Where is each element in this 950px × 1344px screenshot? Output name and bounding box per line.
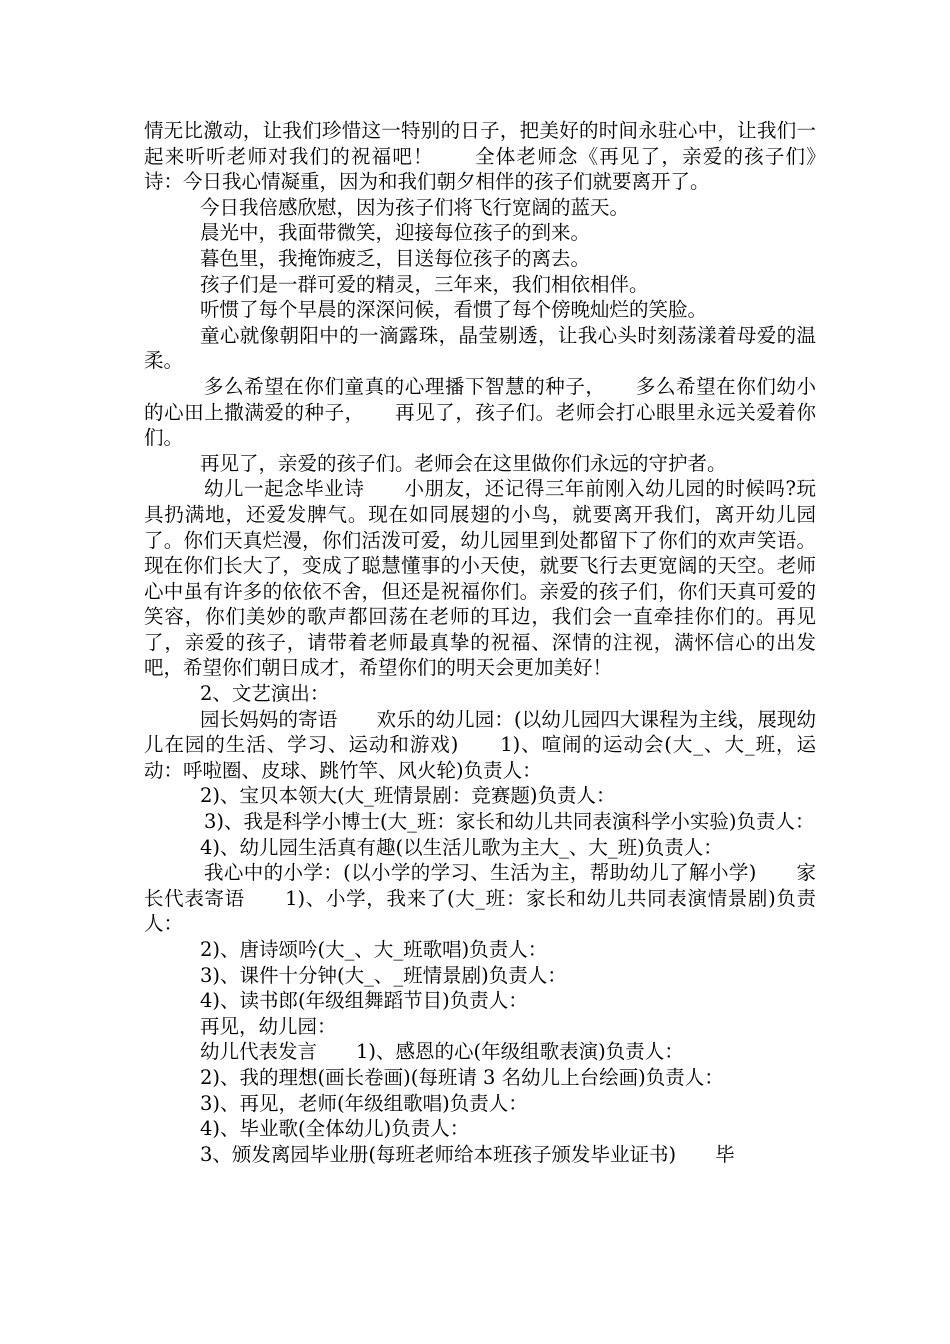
subsection-heading-goodbye: 再见，幼儿园：: [200, 1014, 337, 1038]
list-item: 4)、毕业歌(全体幼儿)负责人：: [200, 1117, 470, 1141]
paragraph-3: 晨光中，我面带微笑，迎接每位孩子的到来。: [200, 221, 591, 245]
document-page: [144, 118, 856, 1167]
paragraph-16: 我心中的小学：(以小学的学习、生活为主，帮助幼儿了解小学) 家长代表寄语 1)、小学，我来了(大_班：家长和幼儿共同表演情景剧)负责人：: [144, 861, 816, 936]
paragraph-9: 再见了，亲爱的孩子们。老师会在这里做你们永远的守护者。: [200, 451, 727, 475]
section-heading-performance: 2、文艺演出：: [200, 682, 330, 706]
paragraph-8: 多么希望在你们童真的心理播下智慧的种子， 多么希望在你们幼小的心田上撒满爱的种子， 再见了，孩子们。老师会打心眼里永远关爱着你们。: [144, 374, 816, 450]
section-heading-graduation-book: 3、颁发离园毕业册(每班老师给本班孩子颁发毕业证书) 毕: [200, 1142, 735, 1166]
list-item: 2)、唐诗颂吟(大_、大_班歌唱)负责人：: [200, 938, 548, 961]
paragraph-12: 园长妈妈的寄语 欢乐的幼儿园：(以幼儿园四大课程为主线，展现幼儿在园的生活、学习、运动和游戏) 1)、喧闹的运动会(大_、大_班，运动：呼啦圈、皮球、跳竹竿、风火轮)负责人：: [144, 707, 816, 782]
paragraph-6: 听惯了每个早晨的深深问候，看惯了每个傍晚灿烂的笑脸。: [200, 298, 708, 322]
paragraph-1: 情无比激动，让我们珍惜这一特别的日子，把美好的时间永驻心中，让我们一起来听听老师对我们的祝福吧！ 全体老师念《再见了，亲爱的孩子们》 诗：今日我心情凝重，因为和我们朝夕相伴的孩子们就要离开了。: [144, 119, 856, 194]
list-item: 幼儿代表发言 1)、感恩的心(年级组歌表演)负责人：: [200, 1040, 684, 1064]
list-item: 4)、读书郎(年级组舞蹈节目)负责人：: [200, 989, 528, 1013]
paragraph-4: 暮色里，我掩饰疲乏，目送每位孩子的离去。: [200, 246, 591, 270]
list-item: 3)、我是科学小博士(大_班：家长和幼儿共同表演科学小实验)负责人：: [204, 810, 815, 834]
paragraph-5: 孩子们是一群可爱的精灵，三年来，我们相依相伴。: [200, 272, 649, 296]
paragraph-10: 幼儿一起念毕业诗 小朋友，还记得三年前刚入幼儿园的时候吗?玩具扔满地，还爱发脾气。现在如同展翅的小鸟，就要离开我们，离开幼儿园了。你们天真烂漫，你们活泼可爱，幼儿园里到处都留下了你们的欢声笑语。现在你们长大了，变成了聪慧懂事的小天使，就要飞行去更宽阔的天空。老师心中虽有许多的依依不舍，但还是祝福你们。亲爱的孩子们，你们天真可爱的笑容，你们美妙的歌声都回荡在老师的耳边，我们会一直牵挂你们的。再见了，亲爱的孩子，请带着老师最真挚的祝福、深情的注视，满怀信心的出发吧，希望你们朝日成才，希望你们的明天会更加美好！: [144, 477, 816, 680]
list-item: 2)、我的理想(画长卷画)(每班请 3 名幼儿上台绘画)负责人：: [200, 1065, 724, 1089]
list-item: 2)、宝贝本领大(大_班情景剧：竞赛题)负责人：: [200, 784, 616, 808]
list-item: 4)、幼儿园生活真有趣(以生活儿歌为主大_、大_班)负责人：: [200, 835, 723, 859]
paragraph-7: 童心就像朝阳中的一滴露珠，晶莹剔透，让我心头时刻荡漾着母爱的温柔。: [144, 323, 816, 373]
paragraph-2: 今日我倍感欣慰，因为孩子们将飞行宽阔的蓝天。: [200, 195, 630, 219]
list-item: 3)、课件十分钟(大_、_班情景剧)负责人：: [200, 963, 567, 987]
list-item: 3)、再见，老师(年级组歌唱)负责人：: [200, 1091, 528, 1115]
